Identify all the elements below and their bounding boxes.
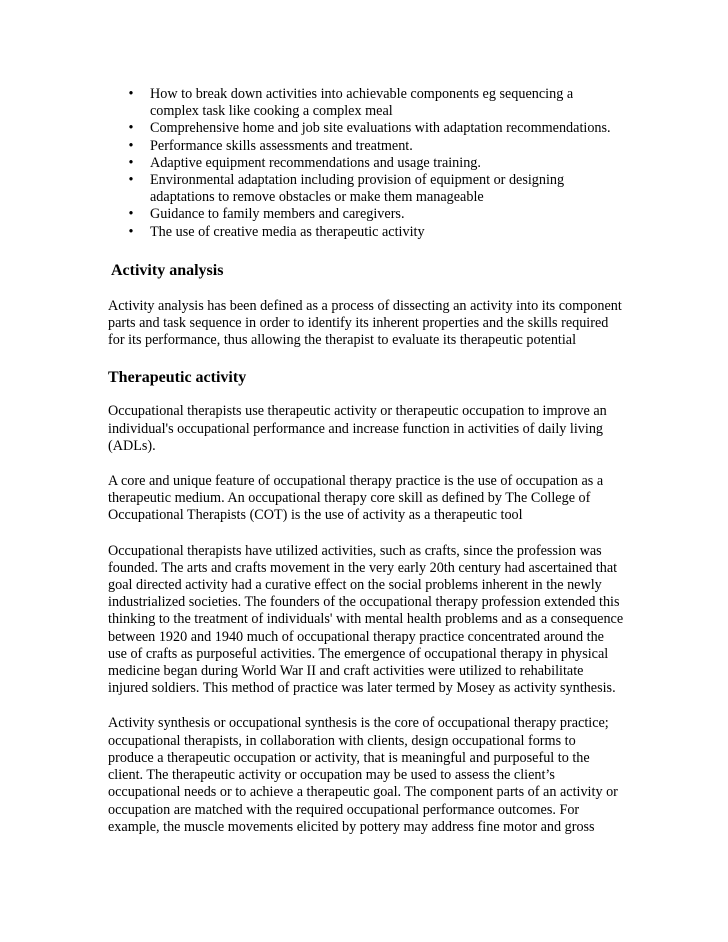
- document-content: [108, 86, 624, 836]
- activity-analysis-heading: Activity analysis: [111, 261, 224, 279]
- bullet-icon: •: [128, 223, 134, 240]
- bullet-icon: •: [128, 86, 134, 102]
- therapeutic-activity-paragraph: Occupational therapists use therapeutic activity or therapeutic occupation to improve an individual's occupational performance and increase function in activities of daily living (ADLs).: [108, 403, 607, 454]
- list-item-text: Performance skills assessments and treatment.: [150, 137, 413, 154]
- list-item: [108, 172, 624, 206]
- list-item-text: The use of creative media as therapeutic activity: [150, 223, 425, 240]
- list-item: [108, 86, 624, 120]
- list-item: [108, 138, 624, 155]
- bullet-icon: •: [128, 154, 134, 171]
- bullet-icon: •: [128, 137, 134, 154]
- bullet-icon: •: [128, 120, 134, 137]
- list-item: [108, 224, 624, 241]
- list-item-text: Comprehensive home and job site evaluations with adaptation recommendations.: [150, 120, 611, 137]
- therapeutic-activity-heading: Therapeutic activity: [108, 369, 247, 387]
- bullet-list: [108, 86, 624, 241]
- list-item: [108, 120, 624, 137]
- activity-analysis-paragraph: Activity analysis has been defined as a process of dissecting an activity into its component parts and task sequence in order to identify its inherent properties and the skills required for its performance, thus allowing the therapist to evaluate its therapeutic potential: [108, 297, 622, 349]
- list-item-text: Guidance to family members and caregivers.: [150, 206, 405, 223]
- list-item-text: Environmental adaptation including provision of equipment or designing adaptations to remove obstacles or make them manageable: [150, 172, 565, 206]
- list-item-text: How to break down activities into achievable components eg sequencing a complex task like cooking a complex meal: [150, 86, 574, 120]
- list-item-text: Adaptive equipment recommendations and usage training.: [150, 154, 481, 171]
- bullet-icon: •: [128, 172, 134, 189]
- bullet-icon: •: [128, 206, 134, 223]
- therapeutic-activity-paragraph: Activity synthesis or occupational synthesis is the core of occupational therapy practice; occupational therapists, in collaboration with clients, design occupational forms to produce a therapeutic occupation or activity, that is meaningful and purposeful to the client. The therapeutic activity or occupation may be used to assess the client’s occupational needs or to achieve a therapeutic goal. The component parts of an activity or occupation are matched with the required occupational performance outcomes. For example, the muscle movements elicited by pottery may address fine motor and gross: [108, 715, 618, 835]
- list-item: [108, 155, 624, 172]
- list-item: [108, 206, 624, 223]
- therapeutic-activity-paragraph: Occupational therapists have utilized activities, such as crafts, since the profession was founded. The arts and crafts movement in the very early 20th century had ascertained that goal directed activity had a curative effect on the social problems inherent in the newly industrialized societies. The founders of the occupational therapy profession extended this thinking to the treatment of individuals' with mental health problems and as a consequence between 1920 and 1940 much of occupational therapy practice concentrated around the use of crafts as purposeful activities. The emergence of occupational therapy in physical medicine began during World War II and craft activities were utilized to rehabilitate injured soldiers. This method of practice was later termed by Mosey as activity synthesis.: [108, 542, 624, 697]
- therapeutic-activity-paragraph: A core and unique feature of occupational therapy practice is the use of occupation as a therapeutic medium. An occupational therapy core skill as defined by The College of Occupational Therapists (COT) is the use of activity as a therapeutic tool: [108, 473, 604, 524]
